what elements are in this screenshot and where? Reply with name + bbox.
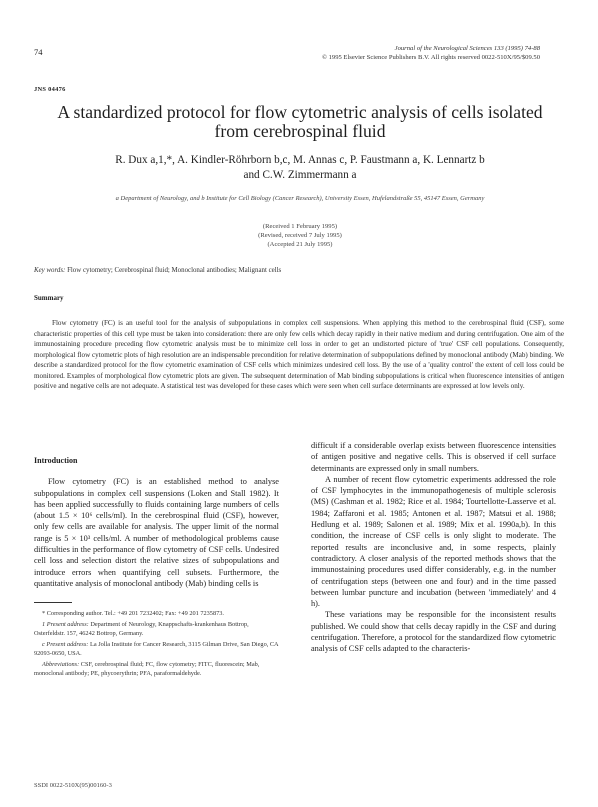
left-column bbox=[34, 455, 279, 680]
journal-citation bbox=[250, 45, 540, 62]
author-line: and C.W. Zimmermann a bbox=[243, 168, 357, 181]
keywords bbox=[34, 267, 564, 274]
summary-heading: Summary bbox=[34, 294, 64, 302]
body-paragraph: Flow cytometry (FC) is an established method to analyse subpopulations in complex cell suspensions (Loken and Stall 1982). It has been applied successfully to fluids containing large numbers of cells (about 1.5 × 10⁶ cells/ml). In the cerebrospinal fluid (CSF), however, only few cells are available for analysis. The upper limit of the normal range is 5 × 10³ cells/ml. A number of methodological problems cause difficulties in the performance of flow cytometry of CSF cells. Undesired cell loss and selection distort the relative sizes of subpopulations and introduce errors when quantifying cell subsets. Furthermore, the quantitative analysis of monoclonal antibody (Mab) binding cells is bbox=[34, 477, 279, 588]
body-paragraph: A number of recent flow cytometric experiments addressed the role of CSF lymphocytes in the immunopathogenesis of multiple sclerosis (MS) (Cashman et al. 1982; Rice et al. 1984; Tourtellotte-Lasserve et al. 1984; Zaffaroni et al. 1985; Antonen et al. 1987; Matsui et al. 1988; Hedlung et al. 1989; Salonen et al. 1989; Mix et al. 1990a,b). In this condition, the increase of CSF cells is only slight to moderate. The reported results are inconclusive and, in some respects, plainly contradictory. A closer analysis of the reported methods shows that the immunostaining procedures used differ considerably, e.g. in the number of centrifugation steps (between one and four) and in the time passed between lumbar puncture and incubation (between 'immediately' and 4 h). bbox=[311, 474, 556, 609]
footnote-label: 1 Present address: bbox=[42, 620, 89, 628]
footnote-text: La Jolla Institute for Cancer Research, 3115 Gilman Drive, San Diego, CA 92093-0650, USA. bbox=[34, 640, 279, 658]
journal-line: Journal of the Neurological Sciences 133 (1995) 74-88 bbox=[394, 45, 540, 52]
footnote-rule bbox=[34, 602, 72, 603]
ssdi-footer: SSDI 0022-510X(95)00160-3 bbox=[34, 782, 112, 789]
right-column bbox=[311, 440, 556, 655]
footnote-label: c Present address: bbox=[42, 640, 89, 648]
footnote bbox=[34, 660, 279, 679]
footnote-text: CSF, cerebrospinal fluid; FC, flow cytometry; FITC, fluorescein; Mab, monoclonal antibody; PE, phycoerythrin; PFA, paraformaldehyde. bbox=[34, 660, 260, 678]
footnote: * Corresponding author. Tel.: +49 201 7232402; Fax: +49 201 7235873. bbox=[42, 610, 224, 618]
section-heading: Introduction bbox=[34, 456, 78, 465]
date-revised: (Revised, received 7 July 1995) bbox=[258, 232, 342, 239]
footnote bbox=[34, 620, 279, 639]
article-code: JNS 04476 bbox=[34, 86, 66, 93]
affiliation: a Department of Neurology, and b Institute for Cell Biology (Cancer Research), University Essen, Hufelandstraße 55, 45147 Essen, Germany bbox=[115, 195, 485, 202]
date-accepted: (Accepted 21 July 1995) bbox=[267, 241, 333, 248]
paper-title: A standardized protocol for flow cytometric analysis of cells isolated from cerebrospinal fluid bbox=[57, 102, 543, 141]
author-list bbox=[40, 153, 560, 182]
keywords-text: Flow cytometry; Cerebrospinal fluid; Monoclonal antibodies; Malignant cells bbox=[67, 267, 282, 274]
date-received: (Received 1 February 1995) bbox=[262, 223, 338, 230]
copyright-line: © 1995 Elsevier Science Publishers B.V. All rights reserved 0022-510X/95/$09.50 bbox=[321, 53, 540, 61]
body-paragraph: difficult if a considerable overlap exists between fluorescence intensities of antigen positive and negative cells. This is observed if cell surface determinants are expressed only in small numbers. bbox=[311, 441, 556, 473]
body-paragraph: These variations may be responsible for the inconsistent results published. We could show that cells decay rapidly in the CSF and during centrifugation. Therefore, a protocol for the standardized flow cytometric analysis of CSF cells adapted to the characteris- bbox=[311, 610, 556, 654]
footnote-label: Abbreviations: bbox=[42, 660, 80, 668]
submission-dates bbox=[200, 222, 400, 249]
footnotes bbox=[34, 609, 279, 679]
keywords-label: Key words: bbox=[34, 267, 66, 274]
footnote bbox=[34, 640, 279, 659]
footnote-text: Department of Neurology, Knappschafts-krankenhaus Bottrop, Osterfeldstr. 157, 46242 Bottrop, Germany. bbox=[34, 620, 249, 638]
page-number: 74 bbox=[34, 47, 43, 57]
author-line: R. Dux a,1,*, A. Kindler-Röhrborn b,c, M. Annas c, P. Faustmann a, K. Lennartz b bbox=[115, 154, 485, 166]
summary-text: Flow cytometry (FC) is an useful tool for the analysis of subpopulations in complex cell suspensions. When applying this method to the cerebrospinal fluid (CSF), some characteristic properties of this cell type must be taken into consideration: there are only few cells which decay rapidly in their native medium and during centrifugation. One aim of the immunostaining procedure preceding flow cytometric analysis must be to minimize cell loss in order to get an undistorted picture of 'true' CSF cell populations. Consequently, morphological flow cytometric plots of high resolution are an indispensable precondition for relative determination of subpopulations defined by monoclonal antibody (Mab) binding. We describe a standardized protocol for the flow cytometric examination of CSF cells which minimizes undesired cell loss. By the use of a 'quality control' the extent of cell loss could be monitored. Examples of morphological flow cytometric plots are given. The subsequent determination of Mab binding subpopulations is critical when fluorescence intensities of antigen positive and negative cells are not adequate. A statistical test was developed for these cases which were seen when cell surface determinants are expressed at low levels only. bbox=[34, 319, 564, 390]
